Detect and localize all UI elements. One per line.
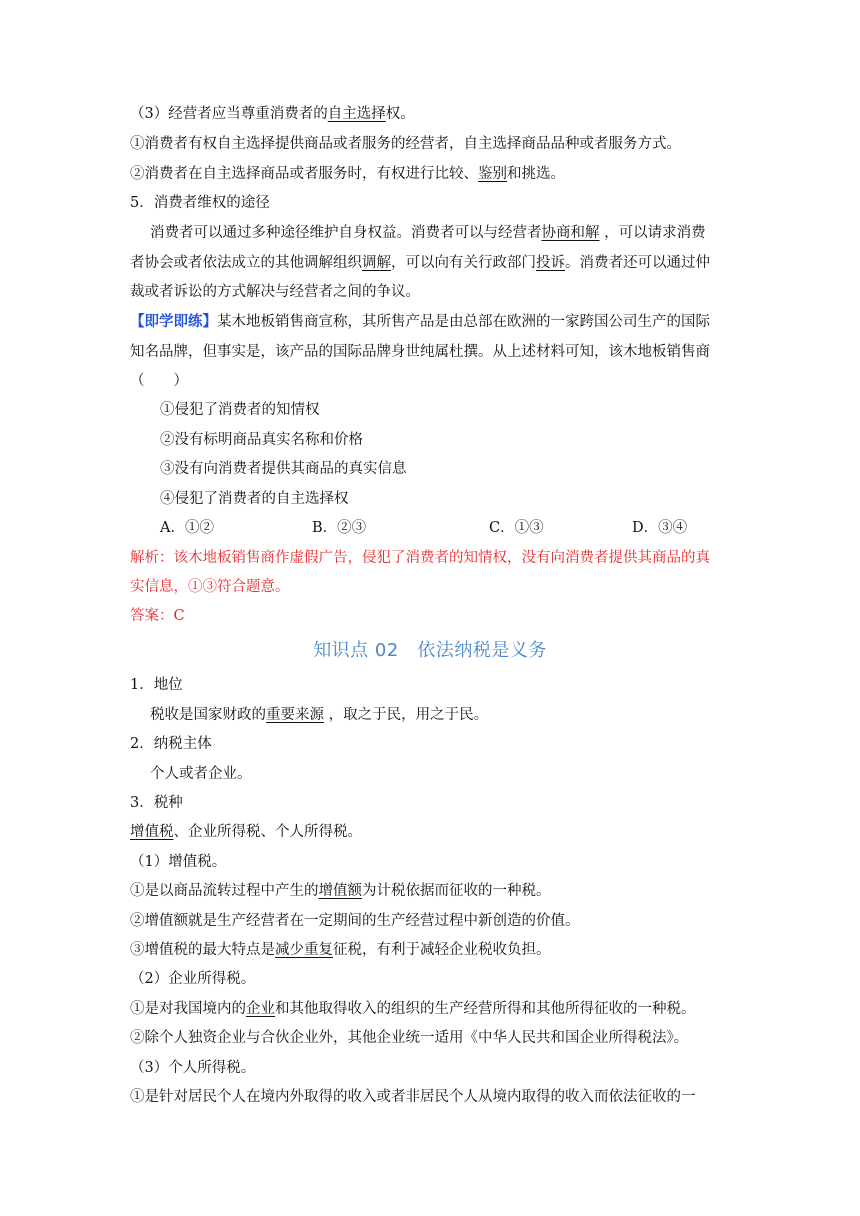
- paragraph-line: [130, 822, 362, 842]
- option-a: A．①②: [160, 520, 214, 536]
- text: 消费者可以通过多种途径维护自身权益。消费者可以与经营者: [150, 225, 542, 241]
- section-title: 5．消费者维权的途径: [130, 195, 270, 211]
- text: 和其他取得收入的组织的生产经营所得和其他所得征收的一种税。: [275, 1001, 696, 1017]
- analysis-line: 解析：该木地板销售商作虚假广告，侵犯了消费者的知情权，没有向消费者提供其商品的真: [130, 550, 710, 566]
- underlined-term: 增值额: [318, 883, 362, 899]
- paragraph-line: [130, 940, 551, 960]
- section-title: 2．纳税主体: [130, 736, 212, 752]
- text: 、企业所得税、个人所得税。: [173, 824, 362, 840]
- underlined-term: 鉴别: [478, 166, 507, 182]
- subsection-title: （1）增值税。: [130, 854, 227, 870]
- text: 为计税依据而征收的一种税。: [362, 883, 551, 899]
- text: 征税，有利于减轻企业税收负担。: [333, 942, 551, 958]
- subsection-title: （3）个人所得税。: [130, 1060, 256, 1076]
- paragraph-line: 知名品牌，但事实是，该产品的国际品牌身世纯属杜撰。从上述材料可知，该木地板销售商: [130, 344, 710, 360]
- text: ，可以向有关行政部门: [391, 255, 536, 271]
- paragraph-line: [150, 705, 488, 725]
- text: ，取之于民，用之于民。: [324, 707, 489, 723]
- underlined-term: 投诉: [536, 255, 565, 271]
- paragraph-line: [130, 253, 710, 273]
- underlined-term: 协商和解: [541, 225, 600, 241]
- underlined-term: 自主选择: [327, 106, 386, 122]
- option-b: B．②③: [312, 520, 367, 536]
- analysis-line: 实信息，①③符合题意。: [130, 579, 290, 595]
- text: ③增值税的最大特点是: [130, 942, 275, 958]
- choice-item: ③没有向消费者提供其商品的真实信息: [160, 461, 407, 477]
- paragraph-line: ②增值额就是生产经营者在一定期间的生产经营过程中新创造的价值。: [130, 913, 580, 929]
- text: 和挑选。: [507, 166, 565, 182]
- paragraph-line: 个人或者企业。: [150, 766, 252, 782]
- paragraph-line: 裁或者诉讼的方式解决与经营者之间的争议。: [130, 284, 420, 300]
- paragraph-line: [130, 881, 551, 901]
- paragraph-line: [150, 223, 706, 243]
- practice-tag: 【即学即练】: [130, 313, 217, 330]
- answer-line: 答案：C: [130, 608, 185, 624]
- consumer-choice-heading: [130, 104, 415, 124]
- section-title: 1．地位: [130, 677, 183, 693]
- paragraph-line: [130, 999, 696, 1019]
- text: 权。: [385, 106, 415, 122]
- underlined-term: 调解: [362, 255, 391, 271]
- text: （3）经营者应当尊重消费者的: [130, 106, 328, 122]
- underlined-term: 减少重复: [275, 942, 333, 958]
- text: 某木地板销售商宣称，其所售产品是由总部在欧洲的一家跨国公司生产的国际: [217, 314, 710, 330]
- paragraph-line: ②除个人独资企业与合伙企业外，其他企业统一适用《中华人民共和国企业所得税法》。: [130, 1030, 689, 1046]
- option-c: C．①③: [489, 520, 544, 536]
- practice-question: [130, 312, 710, 332]
- choice-item: ②没有标明商品真实名称和价格: [160, 432, 363, 448]
- subsection-title: （2）企业所得税。: [130, 971, 256, 987]
- text: ②消费者在自主选择商品或者服务时，有权进行比较、: [130, 166, 478, 182]
- paragraph-line: [130, 164, 565, 184]
- text: 税收是国家财政的: [150, 707, 266, 723]
- underlined-term: 重要来源: [266, 707, 324, 723]
- paragraph-line: ①消费者有权自主选择提供商品或者服务的经营者，自主选择商品品种或者服务方式。: [130, 136, 681, 152]
- section-heading: 知识点 02 依法纳税是义务: [313, 640, 547, 661]
- answer-bracket: （ ）: [130, 373, 188, 389]
- text: 。消费者还可以通过仲: [565, 255, 710, 271]
- choice-item: ④侵犯了消费者的自主选择权: [160, 491, 349, 507]
- text: 者协会或者依法成立的其他调解组织: [130, 255, 362, 271]
- text: ①是以商品流转过程中产生的: [130, 883, 319, 899]
- underlined-term: 增值税: [130, 824, 174, 840]
- text: ①是对我国境内的: [130, 1001, 246, 1017]
- choice-item: ①侵犯了消费者的知情权: [160, 402, 320, 418]
- text: ，可以请求消费: [599, 225, 706, 241]
- paragraph-line: ①是针对居民个人在境内外取得的收入或者非居民个人从境内取得的收入而依法征收的一: [130, 1089, 696, 1105]
- option-d: D．③④: [632, 520, 688, 536]
- underlined-term: 企业: [246, 1001, 275, 1017]
- section-title: 3．税种: [130, 795, 183, 811]
